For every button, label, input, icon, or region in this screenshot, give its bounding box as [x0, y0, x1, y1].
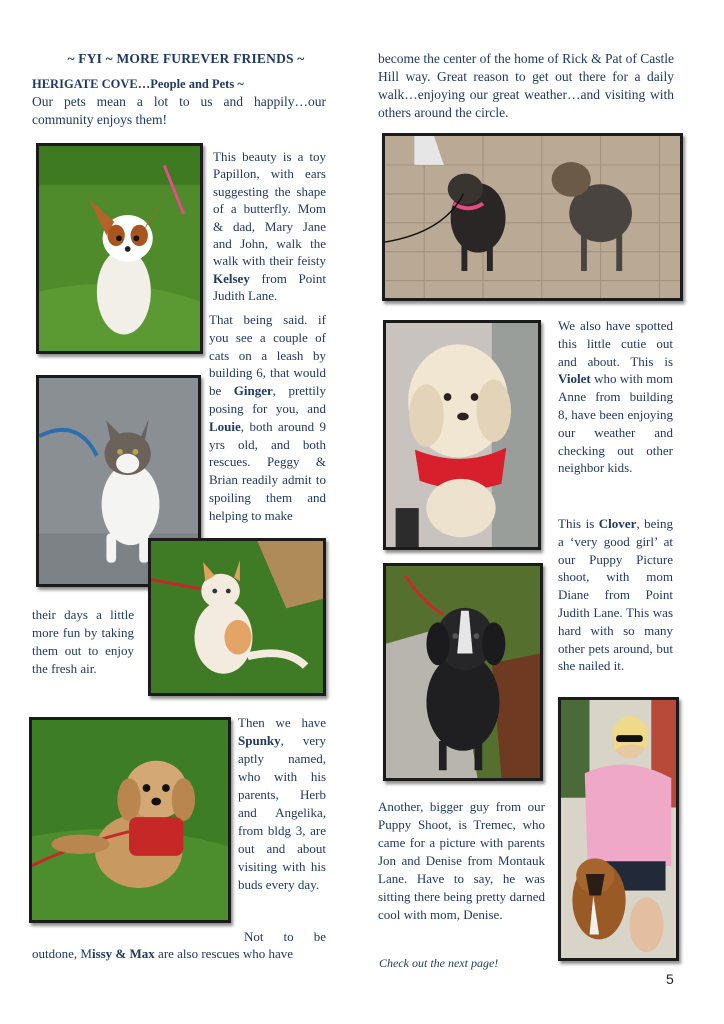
- not-to-be-text: Not to be: [244, 929, 326, 944]
- page-heading: ~ FYI ~ MORE FUREVER FRIENDS ~: [67, 51, 305, 66]
- cats-text-b: , prettily posing for you, and: [209, 383, 326, 416]
- cats-caption-continued: their days a little more fun by taking them out to enjoy the fresh air.: [32, 607, 134, 676]
- missy-max-name: issy & Max: [91, 946, 155, 961]
- clover-text-b: , being a ‘very good girl’ at our Puppy Picture shoot, with mom Diane from Point Judith Lane. This was hard with so many other pets around, but she nailed it.: [558, 516, 673, 674]
- missy-max-text: [32, 945, 328, 963]
- section-subheading: HERIGATE COVE…People and Pets ~: [32, 77, 244, 91]
- missy-max-photo: [382, 133, 683, 301]
- rick-pat-paragraph: become the center of the home of Rick & Pat of Castle Hill way. Great reason to get out there for a daily walk…enjoying our great weather…and visiting with others around the circle.: [378, 51, 674, 120]
- spunky-text-b: , very aptly named, who with his parents, Herb and Angelika, from bldg 3, are out and about visiting with his buds every day.: [238, 733, 326, 892]
- kelsey-caption: [213, 148, 326, 305]
- missy-text-a: outdone, M: [32, 946, 92, 961]
- cats-text-c: , both around 9 yrs old, and both rescues. Peggy & Brian readily admit to spoiling them and helping to make: [209, 418, 326, 523]
- page-number: 5: [666, 971, 674, 987]
- clover-text-a: This is: [558, 516, 599, 531]
- violet-caption: [558, 317, 673, 477]
- intro-paragraph: Our pets mean a lot to us and happily…our community enjoys them!: [32, 94, 326, 127]
- ginger-name: Ginger: [233, 383, 273, 399]
- clover-name: Clover: [598, 516, 637, 531]
- louie-name: Louie: [209, 418, 241, 434]
- missy-text-b: are also rescues who have: [154, 946, 294, 961]
- spunky-name: Spunky: [238, 733, 281, 748]
- kelsey-name: Kelsey: [213, 270, 250, 286]
- violet-text-b: who with mom Anne from building 8, have been enjoying our weather and checking out other neighbor kids.: [558, 371, 673, 476]
- violet-photo: [383, 320, 541, 550]
- cats-text-a: That being said. if you see a couple of cats on a leash by building 6, that would be: [209, 312, 326, 399]
- spunky-caption: [238, 714, 326, 894]
- spunky-photo: [29, 717, 231, 923]
- tremec-caption: Another, bigger guy from our Puppy Shoot, is Tremec, who came for a picture with parents Jon and Denise from Montauk Lane. Have to say, he was sitting there being pretty darned cool with mom, Denise.: [378, 799, 545, 922]
- spunky-text-a: Then we have: [238, 715, 326, 730]
- kelsey-photo: [36, 143, 203, 354]
- tremec-photo: [558, 697, 679, 961]
- clover-caption: [558, 515, 673, 675]
- ginger-photo: [148, 538, 326, 696]
- cats-caption: [209, 311, 326, 525]
- clover-photo: [383, 563, 543, 781]
- violet-text-a: We also have spotted this little cutie out and about. This is: [558, 318, 673, 369]
- next-page-note: Check out the next page!: [379, 956, 499, 970]
- kelsey-text-2: from Point Judith Lane.: [213, 270, 326, 304]
- violet-name: Violet: [558, 371, 591, 387]
- kelsey-text: This beauty is a toy Papillon, with ears suggesting the shape of a butterfly. Mom & dad, Mary Jane and John, walk the walk with their feisty: [213, 149, 326, 269]
